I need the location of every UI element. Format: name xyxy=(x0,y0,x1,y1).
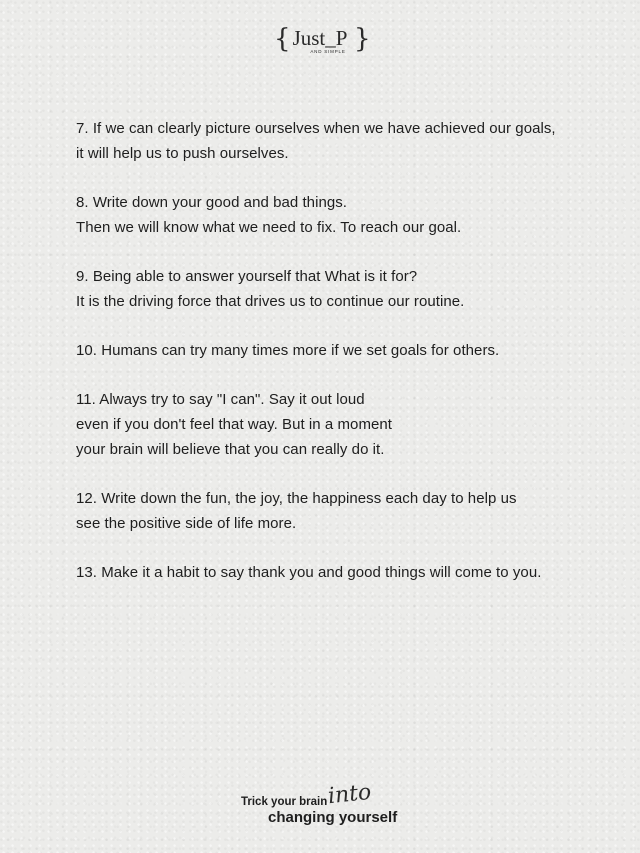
tip-line: even if you don't feel that way. But in a moment xyxy=(76,416,392,433)
logo-tagline: AND SIMPLE xyxy=(310,49,346,54)
tip-12 xyxy=(76,486,616,536)
tip-line: see the positive side of life more. xyxy=(76,515,297,532)
tip-line: 7. If we can clearly picture ourselves when we have achieved our goals, xyxy=(76,120,556,137)
tip-line: 8. Write down your good and bad things. xyxy=(76,194,348,211)
tip-line: 11. Always try to say "I can". Say it out loud xyxy=(76,391,365,408)
tip-line: It is the driving force that drives us to continue our routine. xyxy=(76,293,465,310)
logo-right-brace: } xyxy=(354,24,371,54)
tip-7 xyxy=(76,116,616,166)
tip-line: 10. Humans can try many times more if we set goals for others. xyxy=(76,342,500,359)
tip-line: 13. Make it a habit to say thank you and good things will come to you. xyxy=(76,564,542,581)
tip-13 xyxy=(76,560,616,585)
footer-script-text: into xyxy=(326,779,373,810)
brand-logo xyxy=(0,22,640,62)
tip-8 xyxy=(76,190,616,240)
tip-line: it will help us to push ourselves. xyxy=(76,145,289,162)
logo-wordmark: Just_P xyxy=(292,26,348,50)
tip-line: your brain will believe that you can really do it. xyxy=(76,441,385,458)
tip-9 xyxy=(76,264,616,314)
tip-11 xyxy=(76,387,616,462)
footer-tagline xyxy=(0,780,640,840)
tips-list xyxy=(76,116,616,609)
logo-mark xyxy=(260,22,380,62)
logo-left-brace: { xyxy=(274,24,291,54)
tip-line: 9. Being able to answer yourself that What is it for? xyxy=(76,268,418,285)
footer-lead-text: Trick your brain xyxy=(241,796,328,808)
tip-line: Then we will know what we need to fix. To reach our goal. xyxy=(76,219,462,236)
tip-line: 12. Write down the fun, the joy, the happiness each day to help us xyxy=(76,490,517,507)
footer-main-text: changing yourself xyxy=(268,809,398,826)
tip-10 xyxy=(76,338,616,363)
